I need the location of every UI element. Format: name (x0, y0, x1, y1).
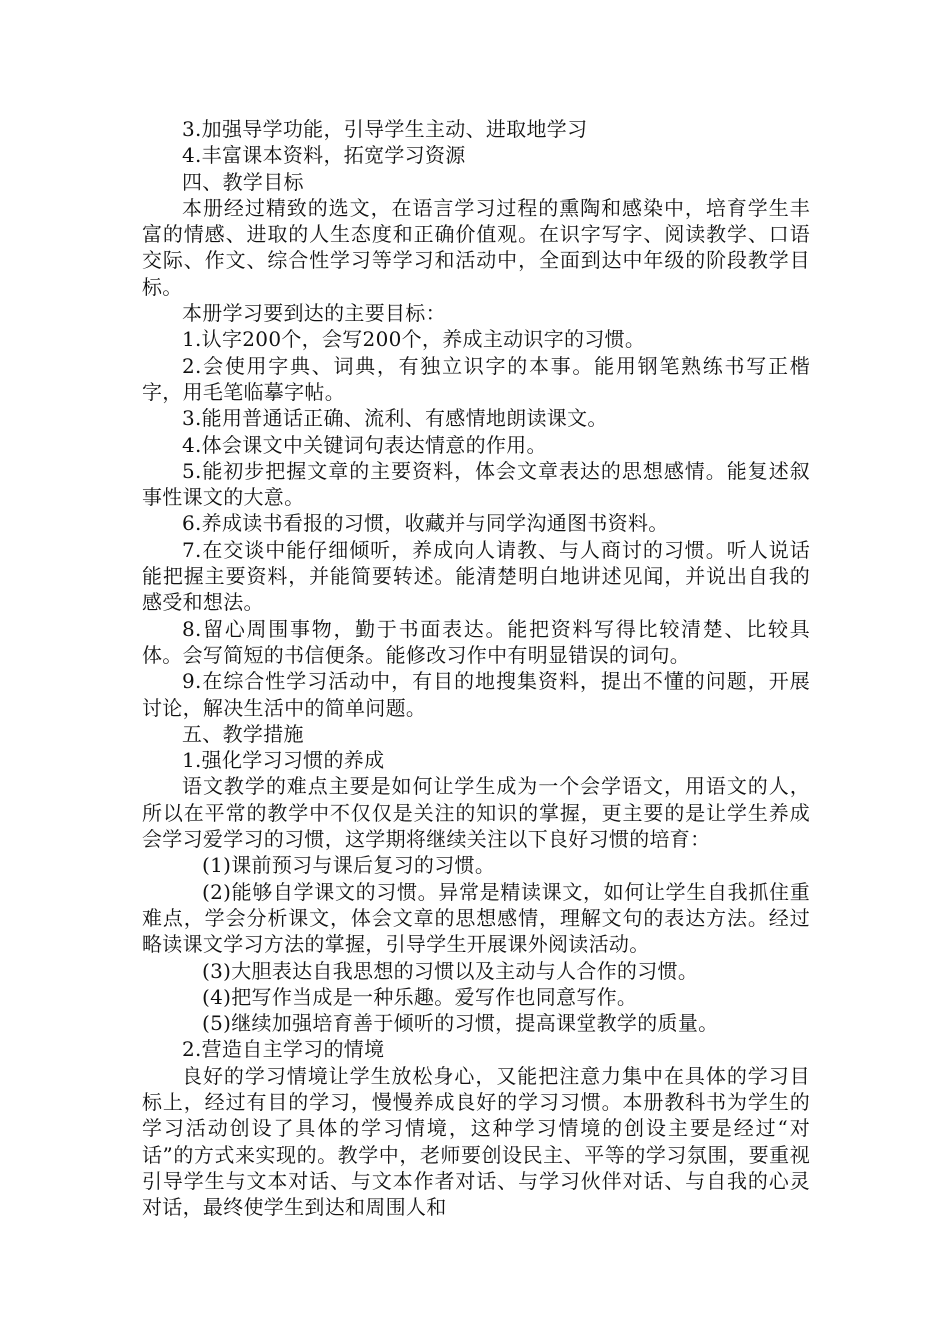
paragraph-aim-4: 4.丰富课本资料，拓宽学习资源 (182, 143, 466, 168)
document-page (142, 116, 810, 1220)
habit-item-5: (5)继续加强培育善于倾听的习惯，提高课堂教学的质量。 (202, 1011, 719, 1036)
goal-item-8: 8.留心周围事物，勤于书面表达。能把资料写得比较清楚、比较具体。会写简短的书信便条。能修改习作中有明显错误的词句。 (142, 616, 810, 667)
paragraph-habit-intro: 语文教学的难点主要是如何让学生成为一个会学语文，用语文的人，所以在平常的教学中不仅仅是关注的知识的掌握，更主要的是让学生养成会学习爱学习的习惯，这学期将继续关注以下良好习惯的培育： (142, 774, 810, 852)
subheading-learning-context: 2.营造自主学习的情境 (182, 1037, 385, 1062)
paragraph-learning-context: 良好的学习情境让学生放松身心，又能把注意力集中在具体的学习目标上，经过有目的学习，慢慢养成良好的学习习惯。本册教科书为学生的学习活动创设了具体的学习情境，这种学习情境的创设主要是经过“对话”的方式来实现的。教学中，老师要创设民主、平等的学习氛围，要重视引导学生与文本对话、与文本作者对话、与学习伙伴对话、与自我的心灵对话，最终使学生到达和周围人和 (142, 1063, 810, 1220)
goal-item-5: 5.能初步把握文章的主要资料，体会文章表达的思想感情。能复述叙事性课文的大意。 (142, 458, 810, 510)
habit-item-3: (3)大胆表达自我思想的习惯以及主动与人合作的习惯。 (202, 958, 699, 983)
habit-item-4: (4)把写作当成是一种乐趣。爱写作也同意写作。 (202, 984, 638, 1009)
subheading-habit-formation: 1.强化学习习惯的养成 (182, 748, 385, 773)
paragraph-goals-intro: 本册经过精致的选文，在语言学习过程的熏陶和感染中，培育学生丰富的情感、进取的人生态度和正确价值观。在识字写字、阅读教学、口语交际、作文、综合性学习等学习和活动中，全面到达中年级的阶段教学目标。 (142, 195, 810, 299)
paragraph-main-goals-lead: 本册学习要到达的主要目标： (182, 301, 446, 326)
section-heading-teaching-measures: 五、教学措施 (182, 721, 304, 746)
goal-item-4: 4.体会课文中关键词句表达情意的作用。 (182, 432, 547, 457)
habit-item-2: (2)能够自学课文的习惯。异常是精读课文，如何让学生自我抓住重难点，学会分析课文，体会文章的思想感情，理解文句的表达方法。经过略读课文学习方法的掌握，引导学生开展课外阅读活动。 (142, 879, 810, 957)
goal-item-3: 3.能用普通话正确、流利、有感情地朗读课文。 (182, 406, 608, 431)
section-heading-teaching-goals: 四、教学目标 (182, 169, 304, 194)
goal-item-6: 6.养成读书看报的习惯，收藏并与同学沟通图书资料。 (182, 511, 669, 536)
goal-item-7: 7.在交谈中能仔细倾听，养成向人请教、与人商讨的习惯。听人说话能把握主要资料，并能简要转述。能清楚明白地讲述见闻，并说出自我的感受和想法。 (142, 537, 810, 615)
paragraph-aim-3: 3.加强导学功能，引导学生主动、进取地学习 (182, 117, 588, 141)
habit-item-1: (1)课前预习与课后复习的习惯。 (202, 853, 496, 878)
goal-item-1: 1.认字200个，会写200个，养成主动识字的习惯。 (182, 327, 646, 352)
goal-item-2: 2.会使用字典、词典，有独立识字的本事。能用钢笔熟练书写正楷字，用毛笔临摹字帖。 (142, 353, 810, 404)
goal-item-9: 9.在综合性学习活动中，有目的地搜集资料，提出不懂的问题，开展讨论，解决生活中的简单问题。 (142, 669, 810, 720)
